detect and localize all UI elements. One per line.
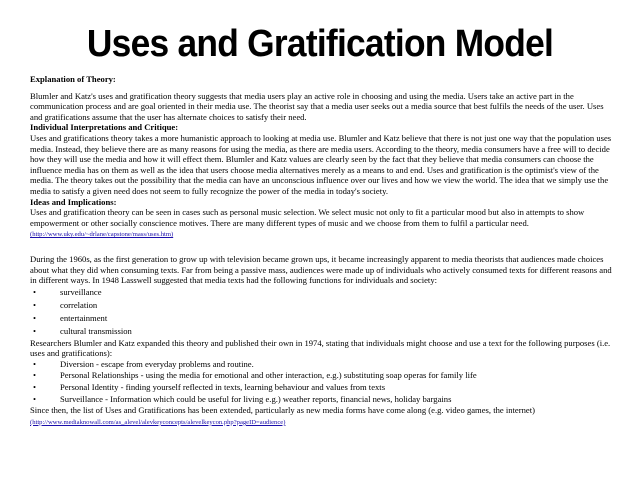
list-item: • Diversion - escape from everyday problems and routine. [30,359,612,371]
list-item: • Personal Identity - finding yourself reflected in texts, learning behaviour and values from texts [30,382,612,394]
list-item: • Personal Relationships - using the media for emotional and other interaction, e.g.) substituting soap operas for family life [30,370,612,382]
explanation-paragraph: Blumler and Katz's uses and gratification theory suggests that media users play an active role in choosing and using the media. Users take an active part in the communication process and are goal oriented in their media use. The theorist say that a media user seeks out a media source that best fulfils the needs of the user. Uses and gratifications assume that the user has alternate choices to satisfy their need. [30,90,604,122]
list-item: • surveillance [30,286,612,299]
closing-source-link[interactable]: (http://www.mediaknowall.com/as_alevel/alevkeyconcepts/alevelkeycon.php?pageID=audience) [30,418,286,426]
list-item: • correlation [30,299,612,312]
researchers-paragraph: Researchers Blumler and Katz expanded this theory and published their own in 1974, stating that individuals might choose and use a text for the following purposes (i.e. uses and gratifications): [30,337,611,359]
list-item: • cultural transmission [30,325,612,338]
page-title: Uses and Gratification Model [86,23,554,65]
interpretations-paragraph: Uses and gratifications theory takes a more humanistic approach to looking at media use. Blumler and Katz believe that there is not just one way that the population uses media. Instead, they believe there are as many reasons for using the media, as there are media users. According to the theory, media consumers have a free will to decide how they will use the media and how it will effect them. Blumler and Katz values are clearly seen by the fact that they believe that media consumers can choose the influence media has on them as well as the idea that users choose media alternatives merely as a means to and end. Uses and gratification is the optimist's view of the media. The theory takes out the possibility that the media can have an unconscious influence over our lives and how we view the world. The idea that we simply use the media to satisfy a given need does not seem to fully recognize the power of the media in today's society. [30,132,612,196]
lasswell-functions-list [30,286,612,338]
slide-body [30,74,612,428]
ideas-source-link[interactable]: (http://www.uky.edu/~drlane/capstone/mass/uses.htm) [30,231,174,239]
ideas-text: Uses and gratification theory can be seen in cases such as personal music selection. We select music not only to fit a particular mood but also in attempts to show empowerment or other socially conscience motives. There are many different types of music and we choose from them to fulfil a particular need. [30,207,585,228]
closing-link-line [30,416,612,429]
history-paragraph: During the 1960s, as the first generation to grow up with television became grown ups, it became increasingly apparent to media theorists that audiences made choices about what they did when consuming texts. Far from being a passive mass, audiences were made up of individuals who actively consumed texts for different reasons and in different ways. In 1948 Lasswell suggested that media texts had the following functions for individuals and society: [30,253,612,286]
list-item: • Surveillance - Information which could be useful for living e.g.) weather reports, financial news, holiday bargains [30,394,612,406]
ideas-heading: Ideas and Implications: [30,196,117,207]
interpretations-heading: Individual Interpretations and Critique: [30,122,179,133]
explanation-heading: Explanation of Theory: [30,74,116,84]
list-item: • entertainment [30,312,612,325]
closing-paragraph: Since then, the list of Uses and Gratifications has been extended, particularly as new media forms have come along (e.g. video games, the internet) [30,405,535,416]
purposes-list [30,359,612,405]
ideas-paragraph [30,207,612,241]
